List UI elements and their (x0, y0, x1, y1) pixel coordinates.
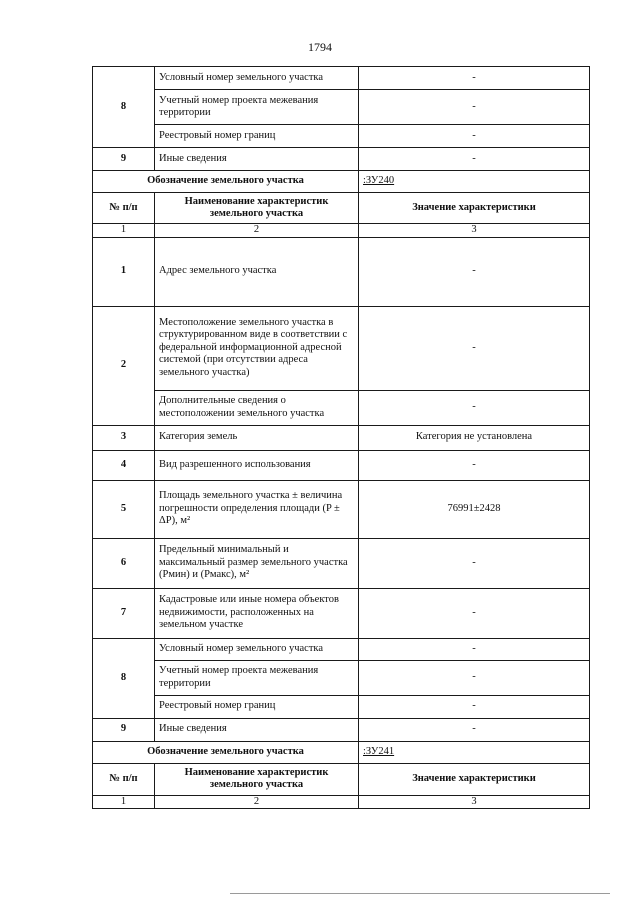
section-title: Обозначение земельного участка (93, 741, 359, 763)
column-index-row (93, 795, 590, 809)
page-edge-line (230, 893, 610, 894)
row-number: 8 (93, 67, 155, 148)
characteristic-value: - (359, 67, 590, 90)
characteristic-value: - (359, 718, 590, 741)
characteristic-value: - (359, 450, 590, 480)
characteristic-name: Иные сведения (155, 148, 359, 171)
characteristic-name: Вид разрешенного использования (155, 450, 359, 480)
page-number: 1794 (308, 40, 332, 54)
row-number: 7 (93, 588, 155, 638)
table-row (93, 390, 590, 425)
parcel-code: :ЗУ240 (359, 171, 590, 193)
characteristic-name: Условный номер земельного участка (155, 638, 359, 660)
characteristic-name: Местоположение земельного участка в структурированном виде в соответствии с федеральной информационной адресной системой (при отсутствии адреса земельного участка) (155, 306, 359, 390)
table-row (93, 125, 590, 148)
table-row (93, 660, 590, 695)
table-row (93, 148, 590, 171)
header-value: Значение характеристики (359, 763, 590, 795)
column-index: 3 (359, 795, 590, 809)
header-value: Значение характеристики (359, 193, 590, 224)
row-number: 2 (93, 306, 155, 425)
characteristic-name: Условный номер земельного участка (155, 67, 359, 90)
table-row (93, 90, 590, 125)
table-row (93, 425, 590, 450)
column-index: 2 (155, 795, 359, 809)
characteristic-name: Реестровый номер границ (155, 695, 359, 718)
column-index-row (93, 224, 590, 238)
table-row (93, 588, 590, 638)
row-number: 9 (93, 148, 155, 171)
characteristic-name: Адрес земельного участка (155, 237, 359, 306)
table-row (93, 67, 590, 90)
characteristic-value: - (359, 90, 590, 125)
column-index: 1 (93, 795, 155, 809)
characteristic-value: - (359, 306, 590, 390)
row-number: 9 (93, 718, 155, 741)
table-row (93, 718, 590, 741)
table-row (93, 638, 590, 660)
characteristic-value: - (359, 538, 590, 588)
characteristic-name: Реестровый номер границ (155, 125, 359, 148)
characteristic-value: 76991±2428 (359, 480, 590, 538)
column-index: 2 (155, 224, 359, 238)
land-parcel-table (92, 66, 590, 809)
table-row (93, 538, 590, 588)
characteristic-name: Учетный номер проекта межевания территории (155, 660, 359, 695)
row-number: 8 (93, 638, 155, 718)
header-number: № п/п (93, 763, 155, 795)
row-number: 6 (93, 538, 155, 588)
section-title: Обозначение земельного участка (93, 171, 359, 193)
header-row (93, 193, 590, 224)
header-name: Наименование характеристик земельного участка (155, 193, 359, 224)
characteristic-name: Площадь земельного участка ± величина погрешности определения площади (P ± ΔP), м² (155, 480, 359, 538)
characteristic-value: - (359, 125, 590, 148)
characteristic-value: Категория не установлена (359, 425, 590, 450)
characteristic-name: Иные сведения (155, 718, 359, 741)
characteristic-name: Предельный минимальный и максимальный размер земельного участка (Pмин) и (Pмакс), м² (155, 538, 359, 588)
table-row (93, 237, 590, 306)
characteristic-name: Категория земель (155, 425, 359, 450)
table-row (93, 306, 590, 390)
section-title-row (93, 741, 590, 763)
characteristic-name: Дополнительные сведения о местоположении земельного участка (155, 390, 359, 425)
header-row (93, 763, 590, 795)
header-number: № п/п (93, 193, 155, 224)
table-row (93, 480, 590, 538)
table-row (93, 450, 590, 480)
characteristic-value: - (359, 237, 590, 306)
characteristic-name: Учетный номер проекта межевания территории (155, 90, 359, 125)
column-index: 3 (359, 224, 590, 238)
characteristic-name: Кадастровые или иные номера объектов недвижимости, расположенных на земельном участке (155, 588, 359, 638)
column-index: 1 (93, 224, 155, 238)
characteristic-value: - (359, 390, 590, 425)
row-number: 1 (93, 237, 155, 306)
row-number: 3 (93, 425, 155, 450)
characteristic-value: - (359, 660, 590, 695)
section-title-row (93, 171, 590, 193)
table-row (93, 695, 590, 718)
characteristic-value: - (359, 638, 590, 660)
row-number: 5 (93, 480, 155, 538)
header-name: Наименование характеристик земельного участка (155, 763, 359, 795)
parcel-code: :ЗУ241 (359, 741, 590, 763)
characteristic-value: - (359, 588, 590, 638)
characteristic-value: - (359, 148, 590, 171)
row-number: 4 (93, 450, 155, 480)
characteristic-value: - (359, 695, 590, 718)
